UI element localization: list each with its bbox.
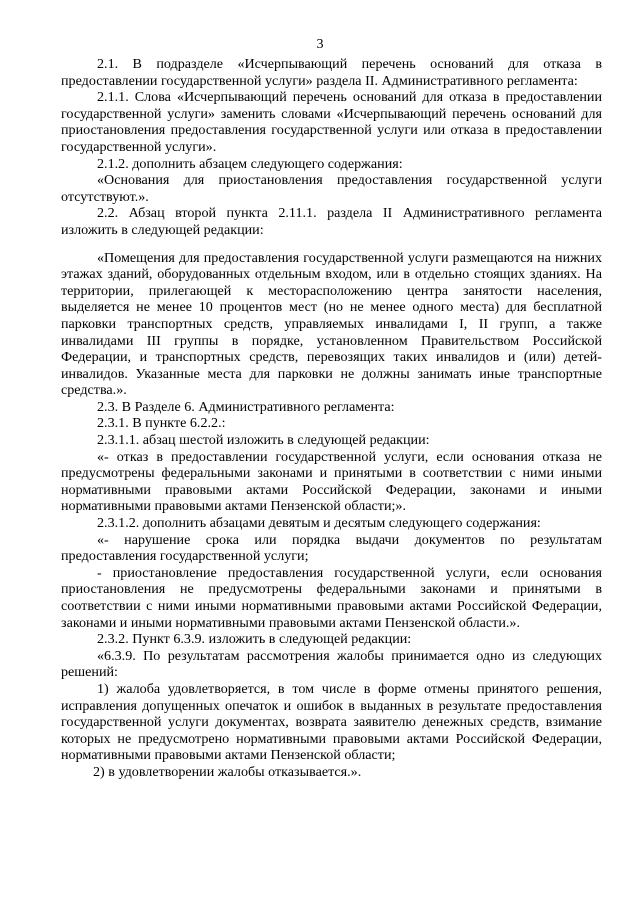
paragraph-suspension: - приостановление предоставления государственной услуги, если основания приостановления не предусмотрены федеральными законами и принятыми в соответствии с ними иными нормативными правовыми актами Российской Федерации, законами и иными нормативными правовыми актами Пензенской области.». [61,564,602,631]
paragraph-2-3-1-2: 2.3.1.2. дополнить абзацами девятым и десятым следующего содержания: [97,515,541,532]
paragraph-2-3-1-1: 2.3.1.1. абзац шестой изложить в следующей редакции: [97,432,430,449]
document-body [61,56,602,781]
paragraph-2-2: 2.2. Абзац второй пункта 2.11.1. раздела II Административного регламента изложить в следующей редакции: [61,205,602,238]
paragraph-decision-1: 1) жалоба удовлетворяется, в том числе в форме отмены принятого решения, исправления допущенных опечаток и ошибок в выданных в результате предоставления государственной услуги документах, возврата заявителю денежных средств, взимание которых не предусмотрено нормативными правовыми актами Российской Федерации, нормативными правовыми актами Пензенской области; [61,680,602,764]
paragraph-decision-2: 2) в удовлетворении жалобы отказывается.». [93,763,362,780]
page-number: 3 [316,36,324,52]
paragraph-6-3-9: «6.3.9. По результатам рассмотрения жалобы принимается одно из следующих решений: [61,647,602,681]
paragraph-2-1-2: 2.1.2. дополнить абзацем следующего содержания: [97,155,403,172]
paragraph-2-3-2: 2.3.2. Пункт 6.3.9. изложить в следующей редакции: [97,631,412,648]
paragraph-premises: «Помещения для предоставления государственной услуги размещаются на нижних этажах зданий, оборудованных отдельным входом, или в отдельно стоящих зданиях. На территории, прилегающей к месторасположению центра занятости населения, выделяется не менее 10 процентов мест (но не менее одного места) для бесплатной парковки транспортных средств, управляемых инвалидами I, II групп, а также инвалидами III группы в порядке, установленном Правительством Российской Федерации, и транспортных средств, перевозящих таких инвалидов и (или) детей-инвалидов. Указанные места для парковки не должны занимать иные транспортные средства.». [61,249,602,399]
paragraph-2-3: 2.3. В Разделе 6. Административного регламента: [97,398,395,415]
paragraph-2-3-1: 2.3.1. В пункте 6.2.2.: [97,415,226,432]
paragraph-2-1-1: 2.1.1. Слова «Исчерпывающий перечень оснований для отказа в предоставлении государственной услуги» заменить словами «Исчерпывающий перечень оснований для приостановления предоставления государственной услуги или отказа в предоставлении государственной услуги». [61,89,602,155]
paragraph-deadline-violation: «- нарушение срока или порядка выдачи документов по результатам предоставления государственной услуги; [61,531,602,565]
paragraph-refusal: «- отказ в предоставлении государственной услуги, если основания отказа не предусмотрены федеральными законами и принятыми в соответствии с ними иными нормативными правовыми актами Российской Федерации, законами и иными нормативными правовыми актами Пензенской области;». [61,448,602,515]
paragraph-2-1: 2.1. В подразделе «Исчерпывающий перечень оснований для отказа в предоставлении государственной услуги» раздела II. Административного регламента: [61,56,602,89]
paragraph-suspension-grounds: «Основания для приостановления предоставления государственной услуги отсутствуют.». [61,172,602,205]
